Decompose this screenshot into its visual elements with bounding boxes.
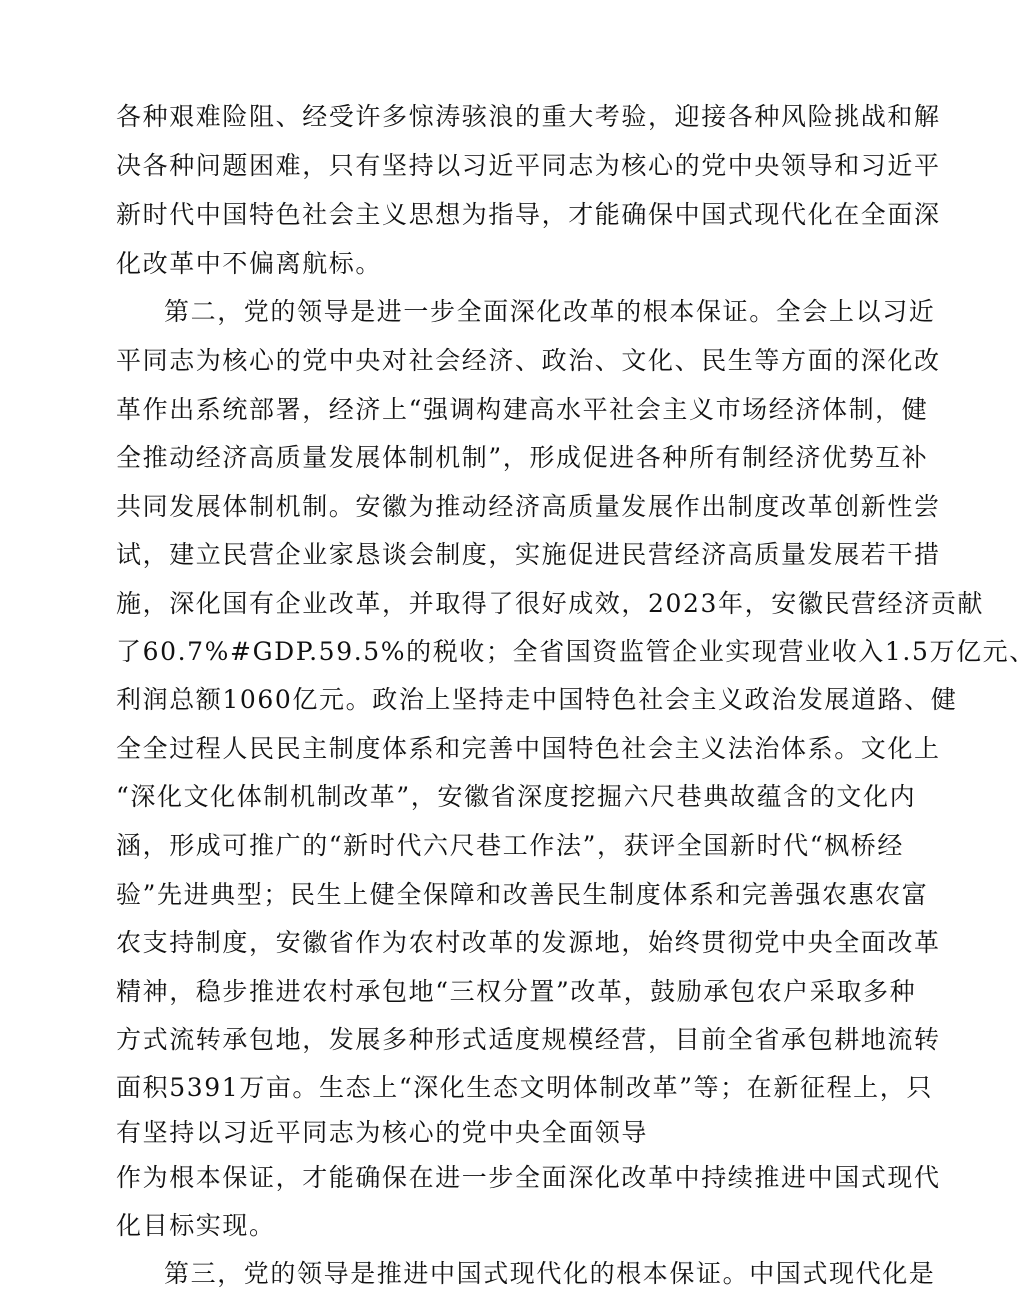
body-text-line: 利润总额1060亿元。政治上坚持走中国特色社会主义政治发展道路、健 — [116, 685, 958, 714]
body-text-line: 试，建立民营企业家恳谈会制度，实施促进民营经济高质量发展若干措 — [116, 540, 941, 569]
body-text-line: 方式流转承包地，发展多种形式适度规模经营，目前全省承包耕地流转 — [116, 1025, 941, 1054]
body-text-line: 施，深化国有企业改革，并取得了很好成效，2023年，安徽民营经济贡献 — [116, 589, 985, 618]
paragraph-start-line: 第三，党的领导是推进中国式现代化的根本保证。中国式现代化是 — [164, 1259, 936, 1288]
body-text-line: 有坚持以习近平同志为核心的党中央全面领导 — [116, 1118, 649, 1147]
body-text-line: 全推动经济高质量发展体制机制”，形成促进各种所有制经济优势互补 — [116, 443, 929, 472]
body-text-line: 农支持制度，安徽省作为农村改革的发源地，始终贯彻党中央全面改革 — [116, 928, 941, 957]
body-text-line: 革作出系统部署，经济上“强调构建高水平社会主义市场经济体制，健 — [116, 395, 929, 424]
body-text-line: 共同发展体制机制。安徽为推动经济高质量发展作出制度改革创新性尝 — [116, 492, 941, 521]
body-text-line: 涵，形成可推广的“新时代六尺巷工作法”，获评全国新时代“枫桥经 — [116, 831, 904, 860]
body-text-line: 全全过程人民民主制度体系和完善中国特色社会主义法治体系。文化上 — [116, 734, 941, 763]
body-text-line: 决各种问题困难，只有坚持以习近平同志为核心的党中央领导和习近平 — [116, 151, 941, 180]
body-text-line: 化改革中不偏离航标。 — [116, 249, 383, 278]
body-text-line: 新时代中国特色社会主义思想为指导，才能确保中国式现代化在全面深 — [116, 200, 941, 229]
body-text-line: 平同志为核心的党中央对社会经济、政治、文化、民生等方面的深化改 — [116, 346, 941, 375]
body-text-line: 化目标实现。 — [116, 1211, 276, 1240]
body-text-line: 作为根本保证，才能确保在进一步全面深化改革中持续推进中国式现代 — [116, 1163, 941, 1192]
body-text-line: 验”先进典型；民生上健全保障和改善民生制度体系和完善强农惠农富 — [116, 880, 929, 909]
paragraph-start-line: 第二，党的领导是进一步全面深化改革的根本保证。全会上以习近 — [164, 297, 936, 326]
body-text-line: “深化文化体制机制改革”，安徽省深度挖掘六尺巷典故蕴含的文化内 — [116, 782, 917, 811]
body-text-line: 了60.7%#GDP.59.5%的税收；全省国资监管企业实现营业收入1.5万亿元、 — [116, 637, 1036, 666]
body-text-line: 面积5391万亩。生态上“深化生态文明体制改革”等；在新征程上，只 — [116, 1073, 933, 1102]
body-text-line: 各种艰难险阻、经受许多惊涛骇浪的重大考验，迎接各种风险挑战和解 — [116, 102, 941, 131]
body-text-line: 精神，稳步推进农村承包地“三权分置”改革，鼓励承包农户采取多种 — [116, 977, 917, 1006]
